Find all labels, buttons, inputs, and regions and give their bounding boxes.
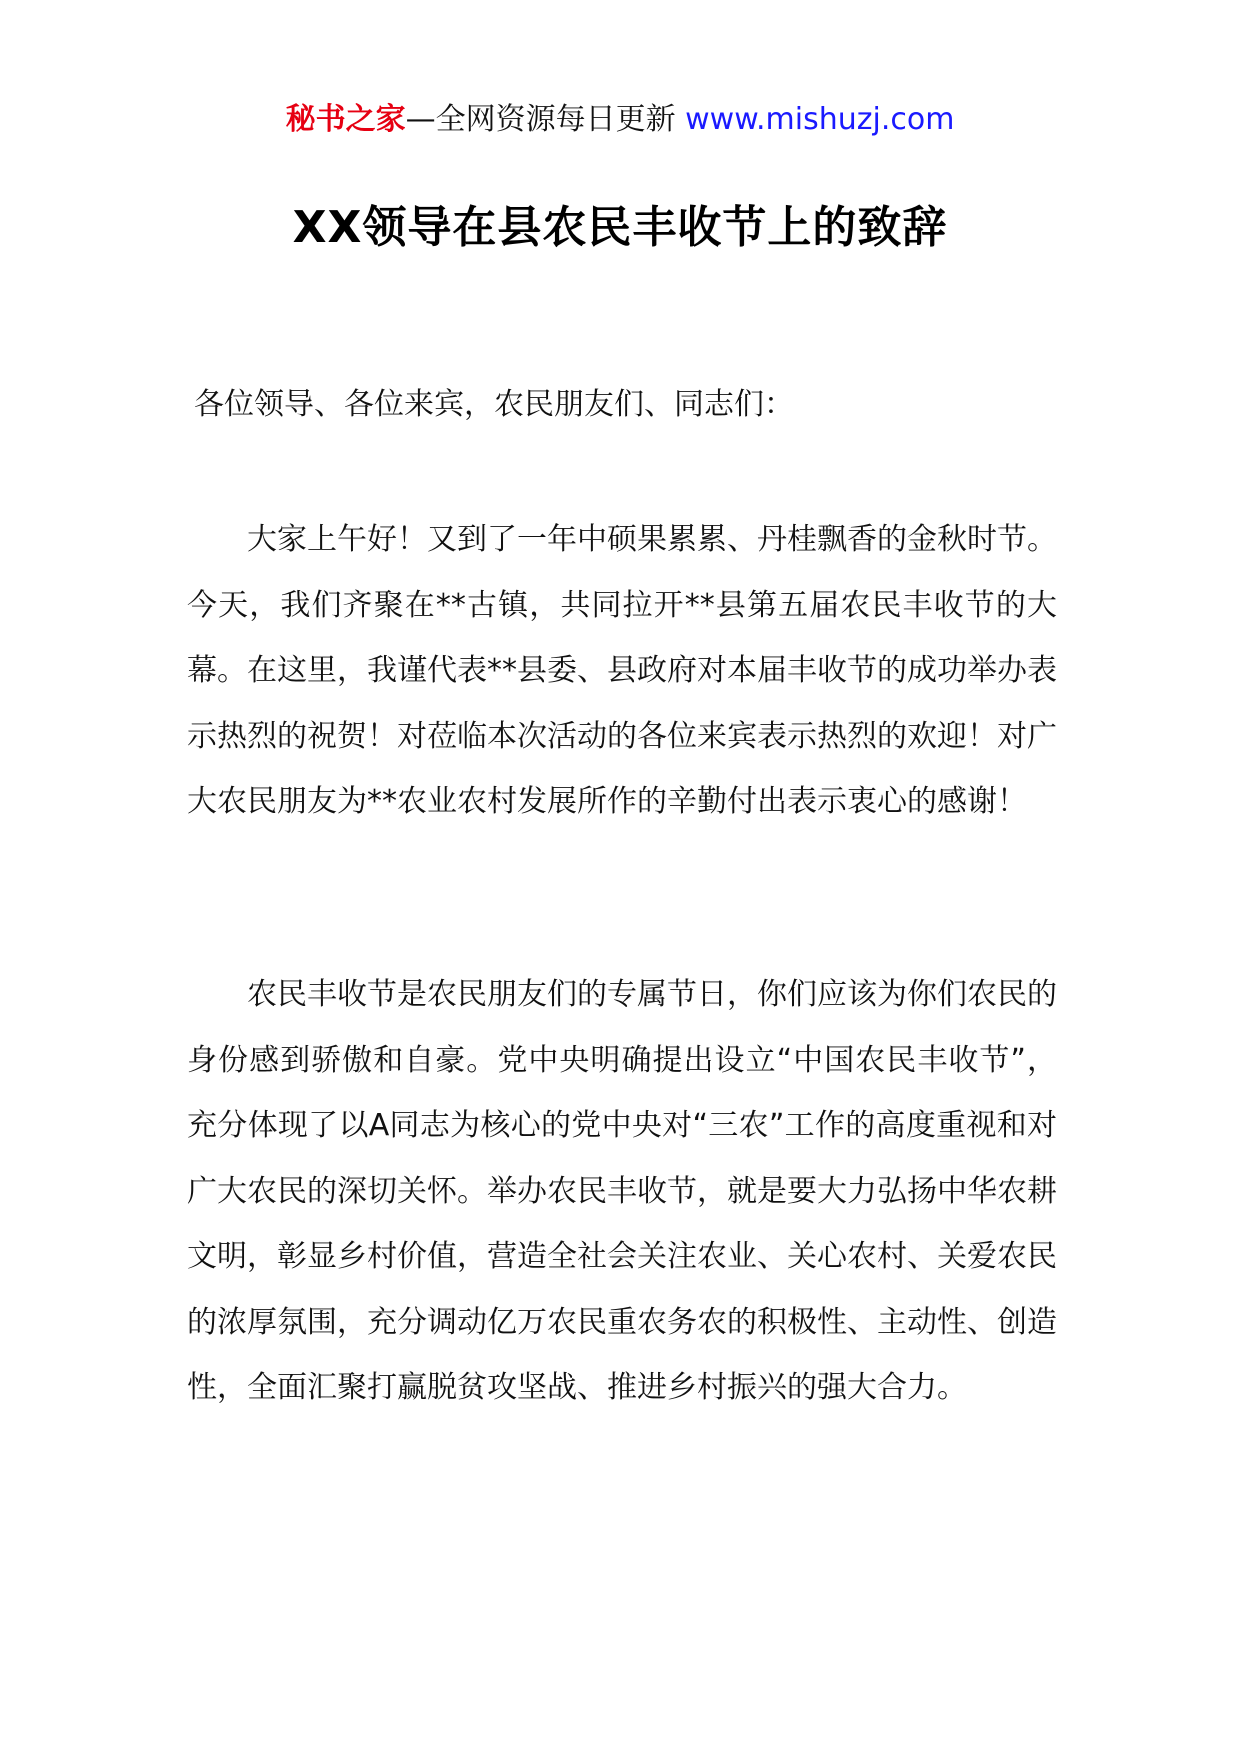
paragraph-1: 大家上午好！又到了一年中硕果累累、丹桂飘香的金秋时节。今天，我们齐聚在**古镇，共同拉开**县第五届农民丰收节的大幕。在这里，我谨代表**县委、县政府对本届丰收节的成功举办表示热烈的祝贺！对莅临本次活动的各位来宾表示热烈的欢迎！对广大农民朋友为**农业农村发展所作的辛勤付出表示衷心的感谢！ <box>187 522 1057 819</box>
site-header <box>0 100 1240 140</box>
header-tagline: —全网资源每日更新 <box>405 102 686 137</box>
site-url-link[interactable]: www.mishuzj.com <box>685 102 955 137</box>
brand-name: 秘书之家 <box>285 102 406 137</box>
salutation: 各位领导、各位来宾，农民朋友们、同志们： <box>194 387 794 422</box>
paragraph-2: 农民丰收节是农民朋友们的专属节日，你们应该为你们农民的身份感到骄傲和自豪。党中央明确提出设立“中国农民丰收节”，充分体现了以A同志为核心的党中央对“三农”工作的高度重视和对广大农民的深切关怀。举办农民丰收节，就是要大力弘扬中华农耕文明，彰显乡村价值，营造全社会关注农业、关心农村、关爱农民的浓厚氛围，充分调动亿万农民重农务农的积极性、主动性、创造性，全面汇聚打赢脱贫攻坚战、推进乡村振兴的强大合力。 <box>187 977 1057 1405</box>
document-title: XX领导在县农民丰收节上的致辞 <box>292 202 948 253</box>
